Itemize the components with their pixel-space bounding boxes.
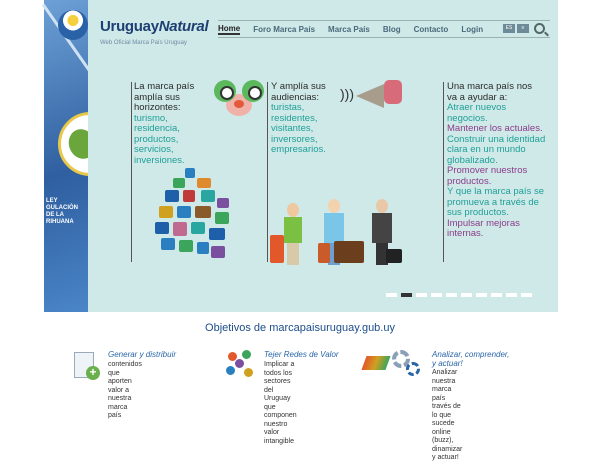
megaphone-icon: ))) bbox=[338, 80, 408, 112]
uruguay-sun-logo-icon[interactable] bbox=[58, 10, 88, 40]
slide-dot[interactable] bbox=[506, 293, 517, 297]
column-divider bbox=[443, 82, 444, 262]
slide-column-3: Una marca país nos va a ayudar a: Atraer nuevos negocios. Mantener los actuales. Construir una identidad clara en un mundo globalizado. Promover nuestros productos. Y que la marca país se promueva a través de sus productos. Impulsar mejoras internas. bbox=[447, 81, 546, 239]
slide-column-2: Y amplía sus audiencias: turistas, residentes, visitantes, inversores, empresarios. bbox=[271, 81, 326, 155]
people-network-icon bbox=[226, 350, 254, 380]
slide-dot[interactable] bbox=[431, 293, 442, 297]
owl-glasses-icon bbox=[214, 80, 264, 116]
nav-home[interactable]: Home bbox=[218, 23, 241, 33]
slide-dot[interactable] bbox=[446, 293, 457, 297]
products-icon-tree bbox=[155, 168, 235, 260]
nav-foro-marca-pais[interactable]: Foro Marca País bbox=[253, 24, 316, 34]
slide-dot[interactable] bbox=[491, 293, 502, 297]
language-es-button[interactable]: ES bbox=[503, 24, 515, 33]
slide-dot[interactable] bbox=[461, 293, 472, 297]
left-banner[interactable] bbox=[44, 0, 88, 312]
audience-people-illustration bbox=[268, 185, 408, 265]
gears-chart-icon bbox=[364, 350, 424, 380]
slide-dot[interactable] bbox=[386, 293, 397, 297]
tourist-person-icon bbox=[284, 203, 302, 265]
left-margin bbox=[0, 0, 44, 400]
slide-dot[interactable] bbox=[476, 293, 487, 297]
slide-column-1: La marca país amplía sus horizontes: turismo, residencia, productos, servicios, inversiones. bbox=[134, 81, 195, 166]
document-add-icon: + bbox=[72, 350, 100, 380]
slide-dot[interactable] bbox=[416, 293, 427, 297]
search-icon[interactable] bbox=[534, 23, 545, 34]
nav-login[interactable]: Login bbox=[461, 24, 484, 34]
column-divider bbox=[131, 82, 132, 262]
right-margin bbox=[558, 0, 600, 312]
main-nav bbox=[218, 21, 496, 37]
ley-banner-text: LEY GULACIÓN DE LA RIHUANA bbox=[46, 198, 78, 225]
language-alt-button[interactable]: ≡ bbox=[517, 24, 529, 33]
objetivos-title: Objetivos de marcapaisuruguay.gub.uy bbox=[205, 322, 395, 334]
slider-pagination bbox=[386, 293, 536, 297]
nav-contacto[interactable]: Contacto bbox=[413, 24, 449, 34]
logo-subtitle: Web Oficial Marca País Uruguay bbox=[100, 40, 187, 46]
site-logo-text[interactable]: UruguayNatural bbox=[100, 18, 209, 35]
nav-divider-bottom bbox=[218, 37, 550, 38]
slide-dot-active[interactable] bbox=[401, 293, 412, 297]
page: LEY GULACIÓN DE LA RIHUANA UruguayNatural Web Oficial Marca País Uruguay Home Foro Marca País Marca País Blog Contacto Login ES ≡ La marca país amplía sus horizontes: turismo, residencia, productos, servicios, inversiones. Y amplía sus audiencias: turistas, residentes, visitantes, inversores, empresarios. ))) Una marca país nos va a ayudar a: Atraer nuevos negocios. Mantener los actuales. Construir una identidad clara en un mundo globalizado. Promover nuestros productos. Y que la marca país se promueva a través de sus productos. Impulsar mejoras internas. Objetivos de marcapaisuruguay.gub.uy + Generar y distribuir contenidos que aporten valor a nuestra marca país Tejer Redes de Valor Implicar a todos los sectores del Uruguay que componen nuestro valor intangible Analizar, comprender, y actuar! Analizar nuestra marca país través de lo que sucede online (buzz), dinamizar y actuar! bbox=[0, 0, 600, 400]
slide-dot[interactable] bbox=[521, 293, 532, 297]
nav-blog[interactable]: Blog bbox=[382, 24, 401, 34]
nav-marca-pais[interactable]: Marca País bbox=[328, 24, 370, 34]
